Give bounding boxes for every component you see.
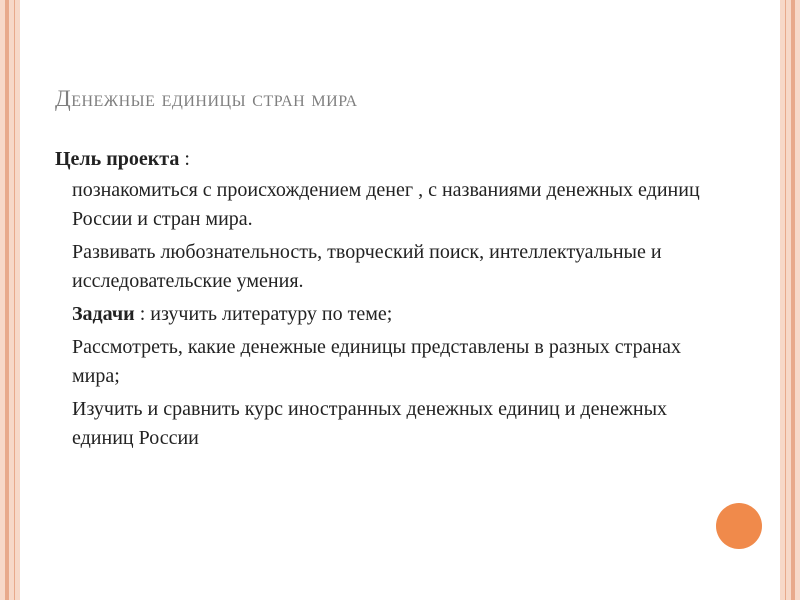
goal-label: Цель проекта — [55, 148, 180, 170]
left-border-band — [0, 0, 20, 600]
bullet-text: Развивать любознательность, творческий поиск, интеллектуальные и исследовательские умения. — [72, 241, 662, 292]
goal-line — [45, 145, 705, 174]
right-border-stripe — [791, 0, 795, 600]
bullet-text: : изучить литературу по теме; — [134, 303, 393, 325]
bullet-bold: Задачи — [72, 303, 135, 325]
slide-title: Денежные единицы стран мира — [55, 86, 358, 111]
bullet-text: Изучить и сравнить курс иностранных денежных единиц и денежных единиц России — [72, 398, 667, 449]
left-border-stripe — [5, 0, 9, 600]
right-border-line — [785, 0, 786, 600]
bullet-text: Рассмотреть, какие денежные единицы представлены в разных странах мира; — [72, 336, 682, 387]
bullet-item-4 — [45, 333, 705, 391]
bullet-item-2 — [45, 238, 705, 296]
bullet-item-1 — [45, 176, 705, 234]
bullet-item-3 — [45, 300, 705, 329]
bullet-item-5 — [45, 395, 705, 453]
decorative-circle-icon — [716, 503, 762, 549]
goal-suffix: : — [179, 148, 190, 170]
left-border-line — [14, 0, 15, 600]
slide-content — [45, 145, 705, 457]
bullet-text: познакомиться с происхождением денег , с названиями денежных единиц России и стран мира. — [72, 179, 700, 230]
right-border-band — [780, 0, 800, 600]
